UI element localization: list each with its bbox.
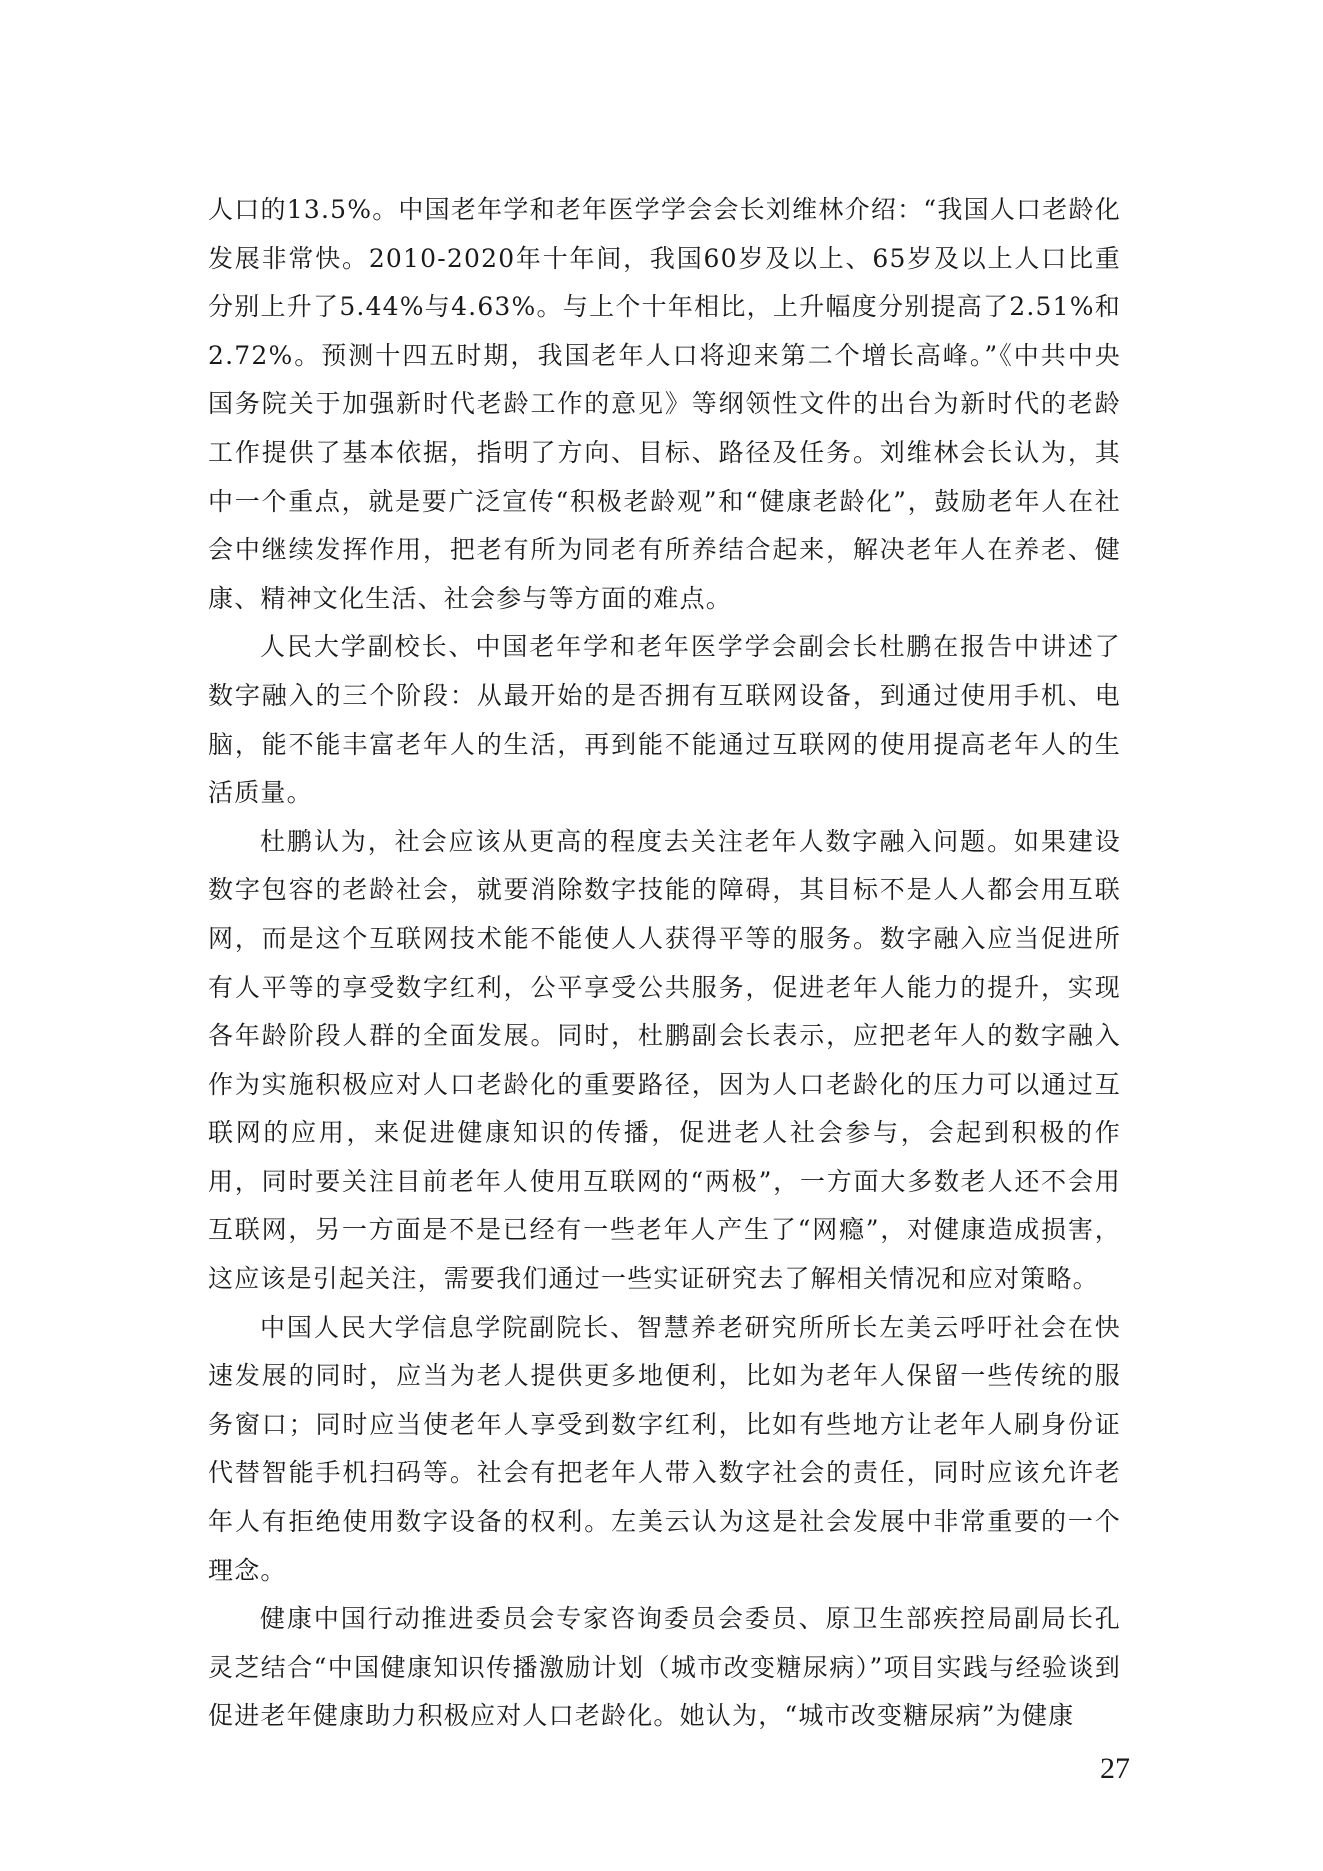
paragraph-5: 健康中国行动推进委员会专家咨询委员会委员、原卫生部疾控局副局长孔灵芝结合“中国健康知识传播激励计划（城市改变糖尿病）”项目实践与经验谈到促进老年健康助力积极应对人口老龄化。她认为，“城市改变糖尿病”为健康 [208,1604,1121,1731]
paragraph-4: 中国人民大学信息学院副院长、智慧养老研究所所长左美云呼吁社会在快速发展的同时，应当为老人提供更多地便利，比如为老年人保留一些传统的服务窗口；同时应当使老年人享受到数字红利，比如有些地方让老年人刷身份证代替智能手机扫码等。社会有把老年人带入数字社会的责任，同时应该允许老年人有拒绝使用数字设备的权利。左美云认为这是社会发展中非常重要的一个理念。 [208,1312,1121,1585]
paragraph-3: 杜鹏认为，社会应该从更高的程度去关注老年人数字融入问题。如果建设数字包容的老龄社会，就要消除数字技能的障碍，其目标不是人人都会用互联网，而是这个互联网技术能不能使人人获得平等的服务。数字融入应当促进所有人平等的享受数字红利，公平享受公共服务，促进老年人能力的提升，实现各年龄阶段人群的全面发展。同时，杜鹏副会长表示，应把老年人的数字融入作为实施积极应对人口老龄化的重要路径，因为人口老龄化的压力可以通过互联网的应用，来促进健康知识的传播，促进老人社会参与，会起到积极的作用，同时要关注目前老年人使用互联网的“两极”，一方面大多数老人还不会用互联网，另一方面是不是已经有一些老年人产生了“网瘾”，对健康造成损害，这应该是引起关注，需要我们通过一些实证研究去了解相关情况和应对策略。 [208,826,1121,1294]
paragraph-1: 人口的13.5%。中国老年学和老年医学学会会长刘维林介绍：“我国人口老龄化发展非常快。2010-2020年十年间，我国60岁及以上、65岁及以上人口比重分别上升了5.44%与4.63%。与上个十年相比，上升幅度分别提高了2.51%和2.72%。预测十四五时期，我国老年人口将迎来第二个增长高峰。”《中共中央 国务院关于加强新时代老龄工作的意见》等纲领性文件的出台为新时代的老龄工作提供了基本依据，指明了方向、目标、路径及任务。刘维林会长认为，其中一个重点，就是要广泛宣传“积极老龄观”和“健康老龄化”，鼓励老年人在社会中继续发挥作用，把老有所为同老有所养结合起来，解决老年人在养老、健康、精神文化生活、社会参与等方面的难点。 [208,195,1121,613]
body-text [208,186,1121,1741]
page-number: 27 [1100,1752,1130,1785]
paragraph-2: 人民大学副校长、中国老年学和老年医学学会副会长杜鹏在报告中讲述了数字融入的三个阶段：从最开始的是否拥有互联网设备，到通过使用手机、电脑，能不能丰富老年人的生活，再到能不能通过互联网的使用提高老年人的生活质量。 [208,632,1121,808]
